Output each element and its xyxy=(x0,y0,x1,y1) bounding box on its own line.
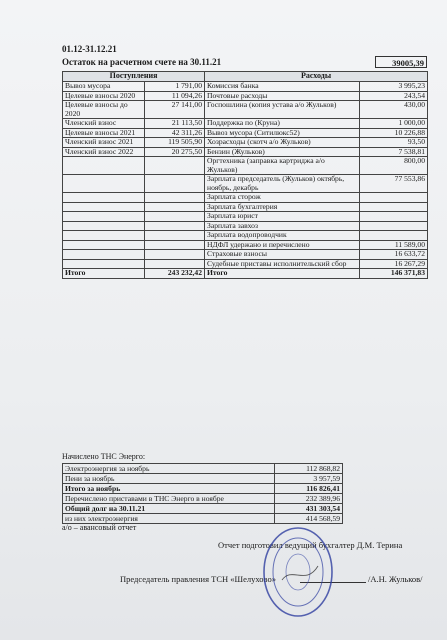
table-row xyxy=(63,193,428,203)
inc-label-cell xyxy=(63,240,145,250)
exp-label-cell: Оргтехника (заправка картриджа а/о Жульков) xyxy=(205,157,360,175)
inc-label-cell: Целевые взносы 2021 xyxy=(63,128,145,138)
avans-note: а/о – авансовый отчет xyxy=(62,523,137,532)
energy-row xyxy=(63,504,343,514)
energy-row xyxy=(63,474,343,484)
exp-label-cell: Вывоз мусора (Ситилюкс52) xyxy=(205,128,360,138)
table-row xyxy=(63,138,428,148)
exp-value-cell: 430,00 xyxy=(360,101,428,119)
inc-label-cell xyxy=(63,193,145,203)
energy-table xyxy=(62,463,343,524)
table-header-row xyxy=(63,72,428,82)
inc-value-cell: 119 505,90 xyxy=(145,138,205,148)
total-row xyxy=(63,269,428,279)
inc-label-cell xyxy=(63,212,145,222)
exp-label-cell: Зарплата сторож xyxy=(205,193,360,203)
exp-label-cell: Страховые взносы xyxy=(205,250,360,260)
exp-label-cell: Комиссия банка xyxy=(205,82,360,92)
exp-label-cell: Почтовые расходы xyxy=(205,91,360,101)
energy-label: из них электроэнергия xyxy=(63,514,275,524)
energy-row xyxy=(63,514,343,524)
table-row xyxy=(63,101,428,119)
income-header: Поступления xyxy=(63,72,205,82)
exp-label-cell: Поддержка по (Круна) xyxy=(205,119,360,129)
inc-label-cell xyxy=(63,175,145,193)
income-expense-table xyxy=(62,71,428,279)
inc-label-cell xyxy=(63,250,145,260)
inc-label-cell: Вывоз мусора xyxy=(63,82,145,92)
balance-value: 39005,39 xyxy=(375,56,427,68)
exp-label-cell: Зарплата бухгалтерия xyxy=(205,202,360,212)
table-row xyxy=(63,157,428,175)
inc-value-cell xyxy=(145,231,205,241)
energy-value: 431 303,54 xyxy=(275,504,343,514)
inc-label-cell: Членский взнос xyxy=(63,119,145,129)
inc-value-cell xyxy=(145,202,205,212)
total-income-value: 243 232,42 xyxy=(145,269,205,279)
exp-value-cell: 1 000,00 xyxy=(360,119,428,129)
energy-row xyxy=(63,494,343,504)
exp-label-cell: Госпошлина (копия устава а/о Жульков) xyxy=(205,101,360,119)
inc-label-cell: Целевые взносы до 2020 xyxy=(63,101,145,119)
inc-value-cell: 27 141,00 xyxy=(145,101,205,119)
exp-value-cell xyxy=(360,212,428,222)
inc-value-cell xyxy=(145,250,205,260)
table-body xyxy=(63,82,428,269)
exp-label-cell: Зарплата юрист xyxy=(205,212,360,222)
inc-label-cell xyxy=(63,221,145,231)
inc-value-cell xyxy=(145,240,205,250)
energy-row xyxy=(63,464,343,474)
table-row xyxy=(63,82,428,92)
energy-label: Общий долг на 30.11.21 xyxy=(63,504,275,514)
exp-value-cell: 7 538,81 xyxy=(360,147,428,157)
organization-stamp-icon xyxy=(262,526,334,618)
exp-label-cell: Бензин (Жульков) xyxy=(205,147,360,157)
exp-value-cell xyxy=(360,231,428,241)
energy-value: 232 389,96 xyxy=(275,494,343,504)
exp-value-cell: 16 267,29 xyxy=(360,259,428,269)
energy-row xyxy=(63,484,343,494)
inc-label-cell: Членский взнос 2022 xyxy=(63,147,145,157)
energy-table-body xyxy=(63,464,343,524)
exp-value-cell: 77 553,86 xyxy=(360,175,428,193)
energy-value: 112 868,82 xyxy=(275,464,343,474)
total-income-label: Итого xyxy=(63,269,145,279)
exp-label-cell: Зарплата водопроводчик xyxy=(205,231,360,241)
inc-value-cell: 11 094,26 xyxy=(145,91,205,101)
energy-label: Перечислено приставами в ТНС Энерго в ноябре xyxy=(63,494,275,504)
exp-value-cell: 243,54 xyxy=(360,91,428,101)
exp-value-cell xyxy=(360,202,428,212)
inc-value-cell xyxy=(145,212,205,222)
table-row xyxy=(63,119,428,129)
energy-label: Итого за ноябрь xyxy=(63,484,275,494)
inc-value-cell: 1 791,00 xyxy=(145,82,205,92)
energy-label: Электроэнергия за ноябрь xyxy=(63,464,275,474)
energy-title: Начислено ТНС Энерго: xyxy=(62,452,146,461)
prepared-by: Отчет подготовил ведущий бухгалтер Д.М. Терина xyxy=(218,540,403,550)
exp-label-cell: Зарплата завхоз xyxy=(205,221,360,231)
chairman-line: Председатель правления ТСН «Шелухово» xyxy=(120,574,276,584)
chairman-name: /А.Н. Жульков/ xyxy=(368,574,423,584)
exp-value-cell xyxy=(360,221,428,231)
exp-label-cell: Зарплата председатель (Жульков) октябрь, ноябрь, декабрь xyxy=(205,175,360,193)
exp-value-cell: 16 633,72 xyxy=(360,250,428,260)
exp-value-cell: 11 589,00 xyxy=(360,240,428,250)
inc-label-cell xyxy=(63,231,145,241)
exp-label-cell: Хозрасходы (скотч а/о Жульков) xyxy=(205,138,360,148)
expense-header: Расходы xyxy=(205,72,428,82)
table-row xyxy=(63,212,428,222)
inc-value-cell: 42 311,26 xyxy=(145,128,205,138)
table-row xyxy=(63,259,428,269)
inc-value-cell xyxy=(145,157,205,175)
total-expense-label: Итого xyxy=(205,269,360,279)
table-row xyxy=(63,231,428,241)
balance-label: Остаток на расчетном счете на 30.11.21 xyxy=(62,57,222,67)
energy-value: 414 568,59 xyxy=(275,514,343,524)
exp-label-cell: Судебные приставы исполнительский сбор xyxy=(205,259,360,269)
energy-value: 116 826,41 xyxy=(275,484,343,494)
table-row xyxy=(63,175,428,193)
inc-value-cell xyxy=(145,193,205,203)
exp-label-cell: НДФЛ удержано и перечислено xyxy=(205,240,360,250)
exp-value-cell: 93,50 xyxy=(360,138,428,148)
exp-value-cell xyxy=(360,193,428,203)
table-row xyxy=(63,250,428,260)
inc-label-cell: Целевые взносы 2020 xyxy=(63,91,145,101)
inc-label-cell xyxy=(63,157,145,175)
energy-value: 3 957,59 xyxy=(275,474,343,484)
inc-label-cell: Членский взнос 2021 xyxy=(63,138,145,148)
energy-label: Пени за ноябрь xyxy=(63,474,275,484)
total-expense-value: 146 371,83 xyxy=(360,269,428,279)
exp-value-cell: 800,00 xyxy=(360,157,428,175)
exp-value-cell: 10 226,88 xyxy=(360,128,428,138)
inc-value-cell xyxy=(145,221,205,231)
exp-value-cell: 3 995,23 xyxy=(360,82,428,92)
report-period: 01.12-31.12.21 xyxy=(62,44,117,54)
inc-value-cell: 21 113,50 xyxy=(145,119,205,129)
inc-value-cell: 20 275,50 xyxy=(145,147,205,157)
inc-value-cell xyxy=(145,175,205,193)
inc-label-cell xyxy=(63,202,145,212)
